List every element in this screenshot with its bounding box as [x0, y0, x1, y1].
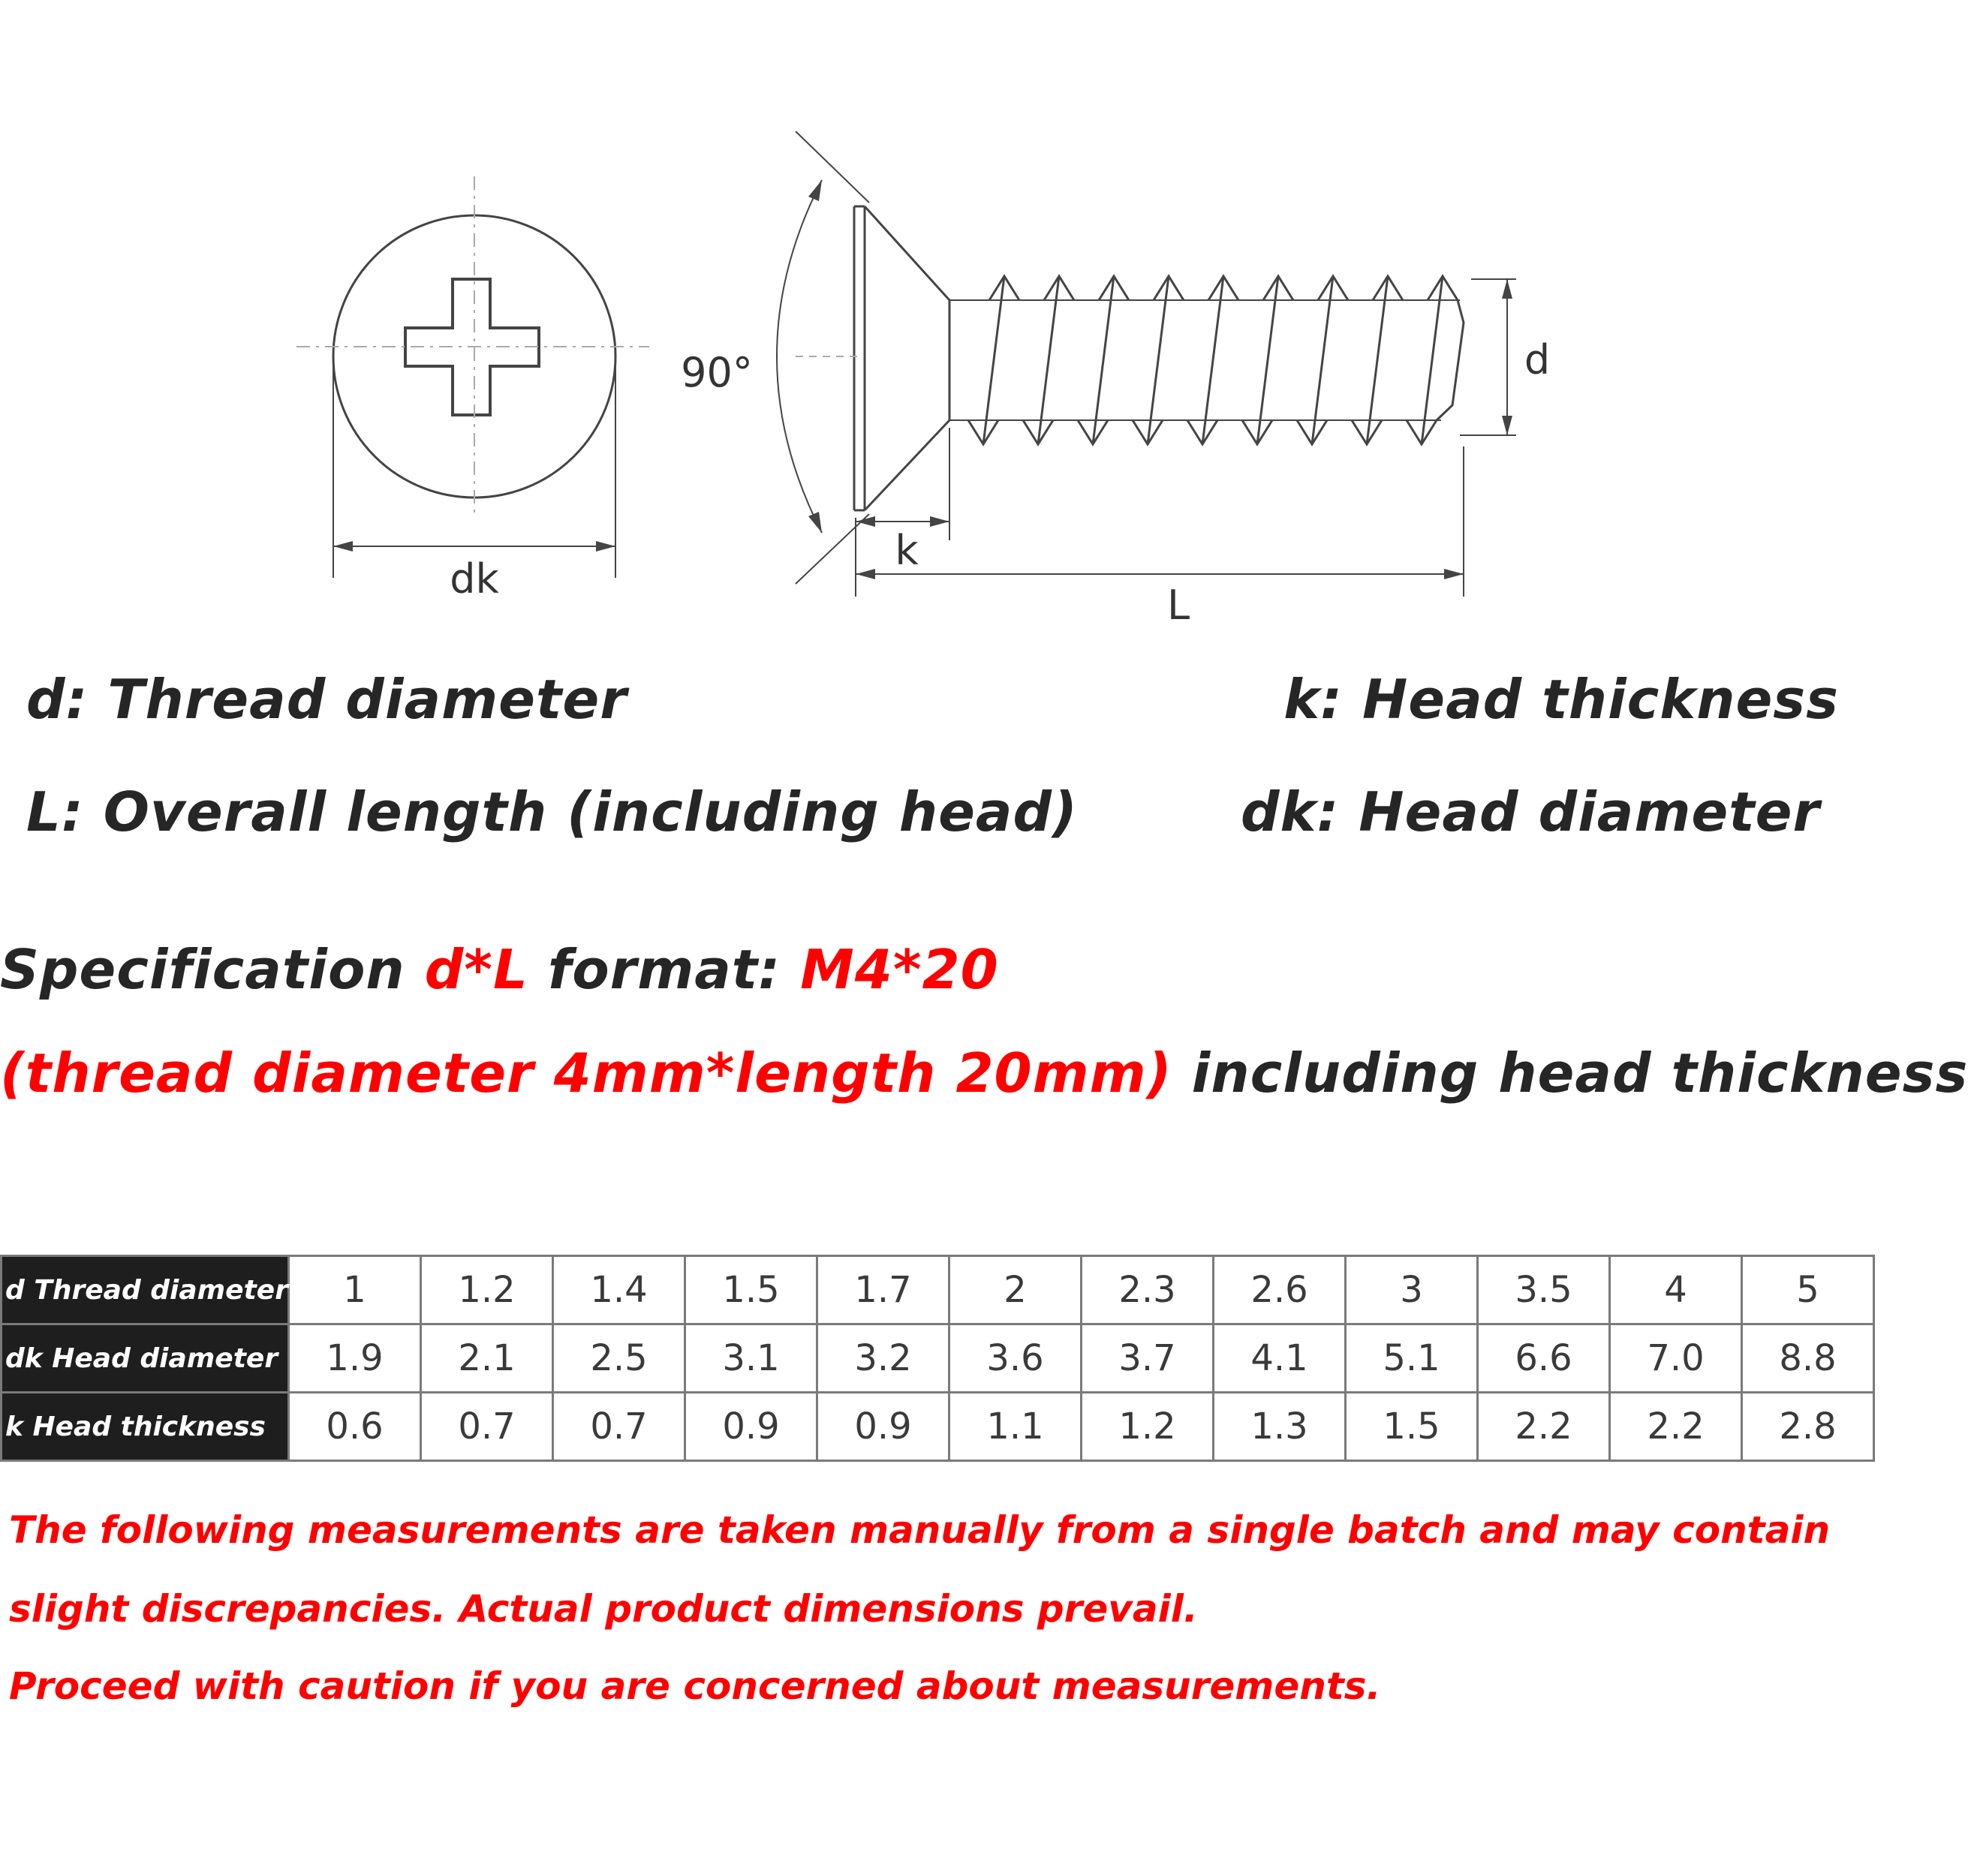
table-cell: 0.7 — [553, 1393, 685, 1461]
table-cell: 2.2 — [1610, 1393, 1742, 1461]
table-cell: 1.4 — [553, 1256, 685, 1324]
table-cell: 2.1 — [421, 1324, 553, 1393]
screw-side-view — [777, 131, 1516, 597]
table-cell: 7.0 — [1610, 1324, 1742, 1393]
table-cell: 1.7 — [817, 1256, 949, 1324]
spec-line-2 — [0, 1042, 1968, 1105]
table-row — [2, 1256, 1874, 1324]
legend-dk: dk: Head diameter — [1241, 780, 1820, 843]
table-cell: 2.8 — [1742, 1393, 1874, 1461]
table-cell: 3.1 — [685, 1324, 817, 1393]
disclaimer-line-2: slight discrepancies. Actual product dimensions prevail. — [9, 1587, 1198, 1631]
k-dimension-label: k — [895, 527, 919, 574]
table-cell: 8.8 — [1742, 1324, 1874, 1393]
table-cell: 3.6 — [949, 1324, 1082, 1393]
table-cell: 6.6 — [1478, 1324, 1610, 1393]
row-header: d Thread diameter — [2, 1256, 289, 1324]
table-cell: 0.7 — [421, 1393, 553, 1461]
screw-dimension-diagram — [0, 0, 1876, 660]
table-cell: 3.7 — [1082, 1324, 1214, 1393]
table-cell: 2.6 — [1214, 1256, 1346, 1324]
table-cell: 1.5 — [1346, 1393, 1478, 1461]
table-cell: 2.5 — [553, 1324, 685, 1393]
table-cell: 2 — [949, 1256, 1082, 1324]
spec-example: M4*20 — [800, 938, 999, 1001]
spec-format: d*L — [424, 938, 528, 1001]
row-header: k Head thickness — [2, 1393, 289, 1461]
dimension-table — [0, 1255, 1875, 1462]
legend-L: L: Overall length (including head) — [26, 780, 1078, 843]
legend-k: k: Head thickness — [1283, 668, 1839, 731]
head-top-view — [296, 176, 649, 578]
table-cell: 1.3 — [1214, 1393, 1346, 1461]
disclaimer-line-3: Proceed with caution if you are concerned about measurements. — [9, 1664, 1381, 1708]
table-cell: 3.2 — [817, 1324, 949, 1393]
row-header: dk Head diameter — [2, 1324, 289, 1393]
table-row — [2, 1393, 1874, 1461]
spec-explanation: (thread diameter 4mm*length 20mm) — [0, 1042, 1172, 1105]
table-cell: 1.1 — [949, 1393, 1082, 1461]
table-cell: 3.5 — [1478, 1256, 1610, 1324]
table-cell: 4.1 — [1214, 1324, 1346, 1393]
spec-prefix: Specification — [0, 938, 425, 1001]
table-cell: 0.6 — [289, 1393, 421, 1461]
spec-middle: format: — [528, 938, 801, 1001]
spec-note: including head thickness — [1172, 1042, 1968, 1105]
table-cell: 1 — [289, 1256, 421, 1324]
table-row — [2, 1324, 1874, 1393]
L-dimension-label: L — [1166, 582, 1190, 629]
table-cell: 0.9 — [817, 1393, 949, 1461]
table-cell: 5.1 — [1346, 1324, 1478, 1393]
table-cell: 1.2 — [1082, 1393, 1214, 1461]
spec-line-1 — [0, 938, 999, 1001]
table-cell: 1.9 — [289, 1324, 421, 1393]
table-cell: 2.3 — [1082, 1256, 1214, 1324]
table-cell: 1.5 — [685, 1256, 817, 1324]
disclaimer-line-1: The following measurements are taken manually from a single batch and may contain — [9, 1508, 1831, 1552]
table-cell: 3 — [1346, 1256, 1478, 1324]
table-cell: 5 — [1742, 1256, 1874, 1324]
table-cell: 2.2 — [1478, 1393, 1610, 1461]
table-cell: 0.9 — [685, 1393, 817, 1461]
legend-d: d: Thread diameter — [26, 668, 627, 731]
table-cell: 4 — [1610, 1256, 1742, 1324]
thread-flanks — [968, 276, 1458, 444]
d-dimension-label: d — [1524, 336, 1551, 383]
angle-label: 90° — [681, 349, 753, 396]
table-cell: 1.2 — [421, 1256, 553, 1324]
dk-dimension-label: dk — [450, 555, 499, 603]
